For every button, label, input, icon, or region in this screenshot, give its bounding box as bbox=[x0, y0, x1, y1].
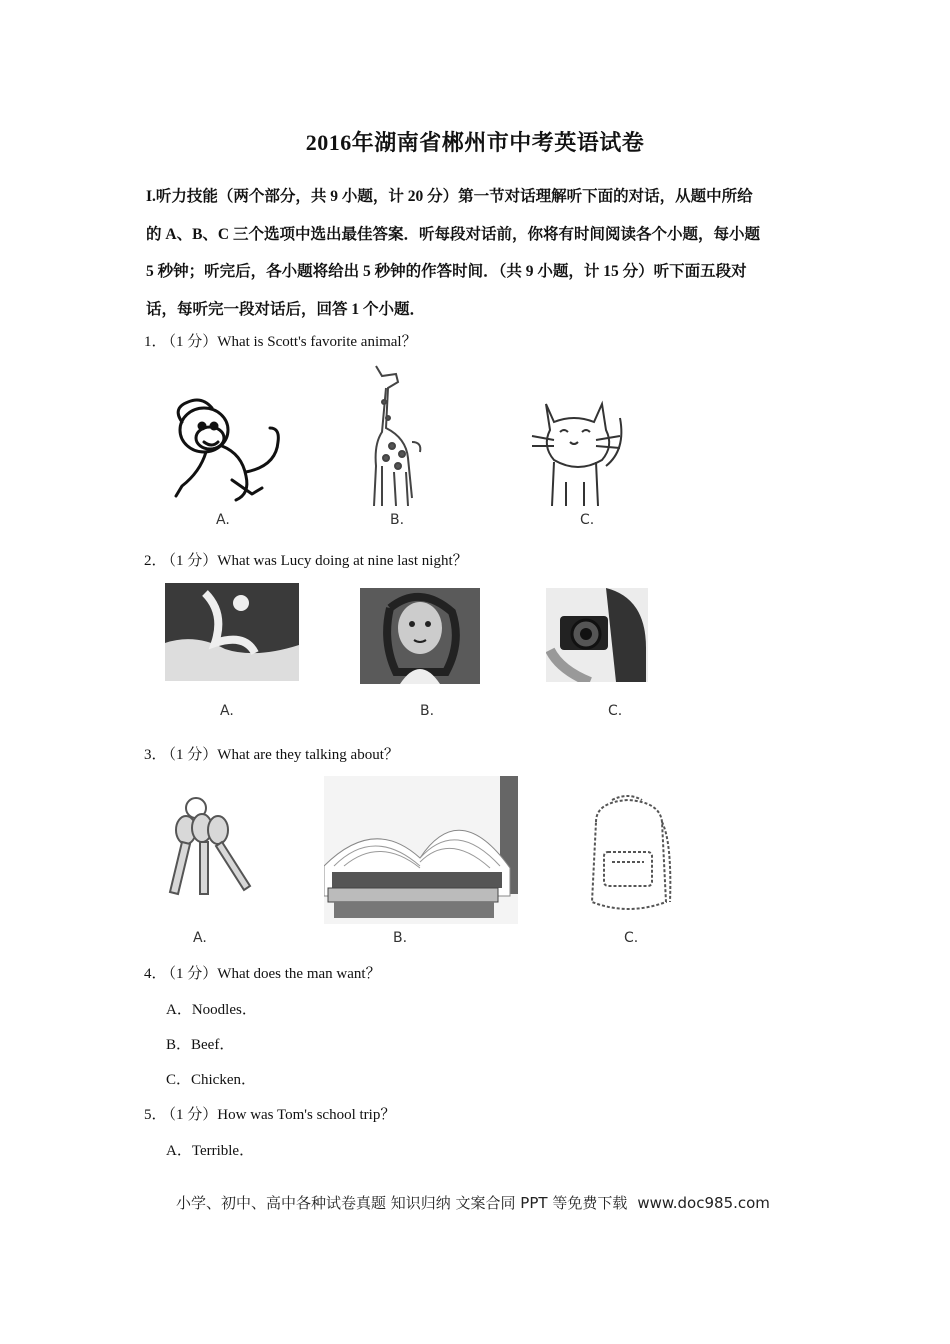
painting-photo[interactable] bbox=[165, 583, 299, 681]
option-caption: C. bbox=[608, 703, 623, 719]
option-caption: A. bbox=[220, 703, 234, 719]
question-text: What is Scott's favorite animal？ bbox=[217, 334, 417, 350]
question-number: 3． bbox=[144, 747, 167, 763]
giraffe-icon[interactable] bbox=[356, 362, 436, 512]
question-score: （1 分） bbox=[168, 966, 218, 982]
cat-icon[interactable] bbox=[526, 392, 646, 510]
question-5 bbox=[144, 1103, 395, 1124]
question-2 bbox=[144, 549, 468, 570]
instruction-line: 的 A、B、C 三个选项中选出最佳答案．听每段对话前，你将有时间阅读各个小题，每小题 bbox=[146, 225, 760, 243]
option-caption: B. bbox=[393, 930, 408, 946]
question-1 bbox=[144, 330, 417, 351]
question-score: （1 分） bbox=[168, 334, 218, 350]
question-score: （1 分） bbox=[168, 553, 218, 569]
option-caption: B. bbox=[390, 512, 405, 528]
question-text: What does the man want？ bbox=[217, 966, 381, 982]
option-caption: A. bbox=[193, 930, 207, 946]
books-icon[interactable] bbox=[324, 776, 518, 924]
footer-text: 小学、初中、高中各种试卷真题 知识归纳 文案合同 PPT 等免费下载 bbox=[176, 1194, 628, 1212]
question-text: What was Lucy doing at nine last night？ bbox=[217, 553, 468, 569]
instruction-line: 话，每听完一段对话后，回答 1 个小题． bbox=[146, 300, 426, 318]
instruction-line: 5 秒钟；听完后，各小题将给出 5 秒钟的作答时间．（共 9 小题，计 15 分）听下面五段对 bbox=[146, 263, 747, 280]
section-instructions bbox=[146, 178, 808, 328]
camera-photo[interactable] bbox=[546, 588, 648, 682]
option-caption: C. bbox=[580, 512, 595, 528]
footer-link[interactable]: www.doc985.com bbox=[637, 1194, 770, 1212]
footer bbox=[176, 1192, 770, 1213]
backpack-icon[interactable] bbox=[582, 792, 676, 918]
question-text: What are they talking about？ bbox=[217, 747, 399, 763]
option-b[interactable]: B．Beef． bbox=[166, 1037, 235, 1053]
question-text: How was Tom's school trip？ bbox=[217, 1107, 396, 1123]
question-3 bbox=[144, 743, 399, 764]
option-c[interactable]: C．Chicken． bbox=[166, 1072, 256, 1088]
singing-photo[interactable] bbox=[360, 588, 480, 684]
option-a[interactable]: A．Terrible． bbox=[166, 1143, 255, 1159]
question-score: （1 分） bbox=[168, 747, 218, 763]
page-title: 2016年湖南省郴州市中考英语试卷 bbox=[305, 130, 645, 155]
instruction-line: I.听力技能（两个部分，共 9 小题，计 20 分）第一节对话理解听下面的对话，从题中所给 bbox=[146, 188, 753, 205]
option-caption: C. bbox=[624, 930, 639, 946]
question-number: 5． bbox=[144, 1107, 167, 1123]
option-a[interactable]: A．Noodles． bbox=[166, 1002, 257, 1018]
question-number: 2． bbox=[144, 553, 167, 569]
option-caption: B. bbox=[420, 703, 435, 719]
question-4 bbox=[144, 962, 381, 983]
question-score: （1 分） bbox=[168, 1107, 218, 1123]
question-number: 4． bbox=[144, 966, 167, 982]
option-caption: A. bbox=[216, 512, 230, 528]
keys-icon[interactable] bbox=[162, 790, 258, 902]
question-number: 1． bbox=[144, 334, 167, 350]
monkey-icon[interactable] bbox=[162, 392, 292, 512]
